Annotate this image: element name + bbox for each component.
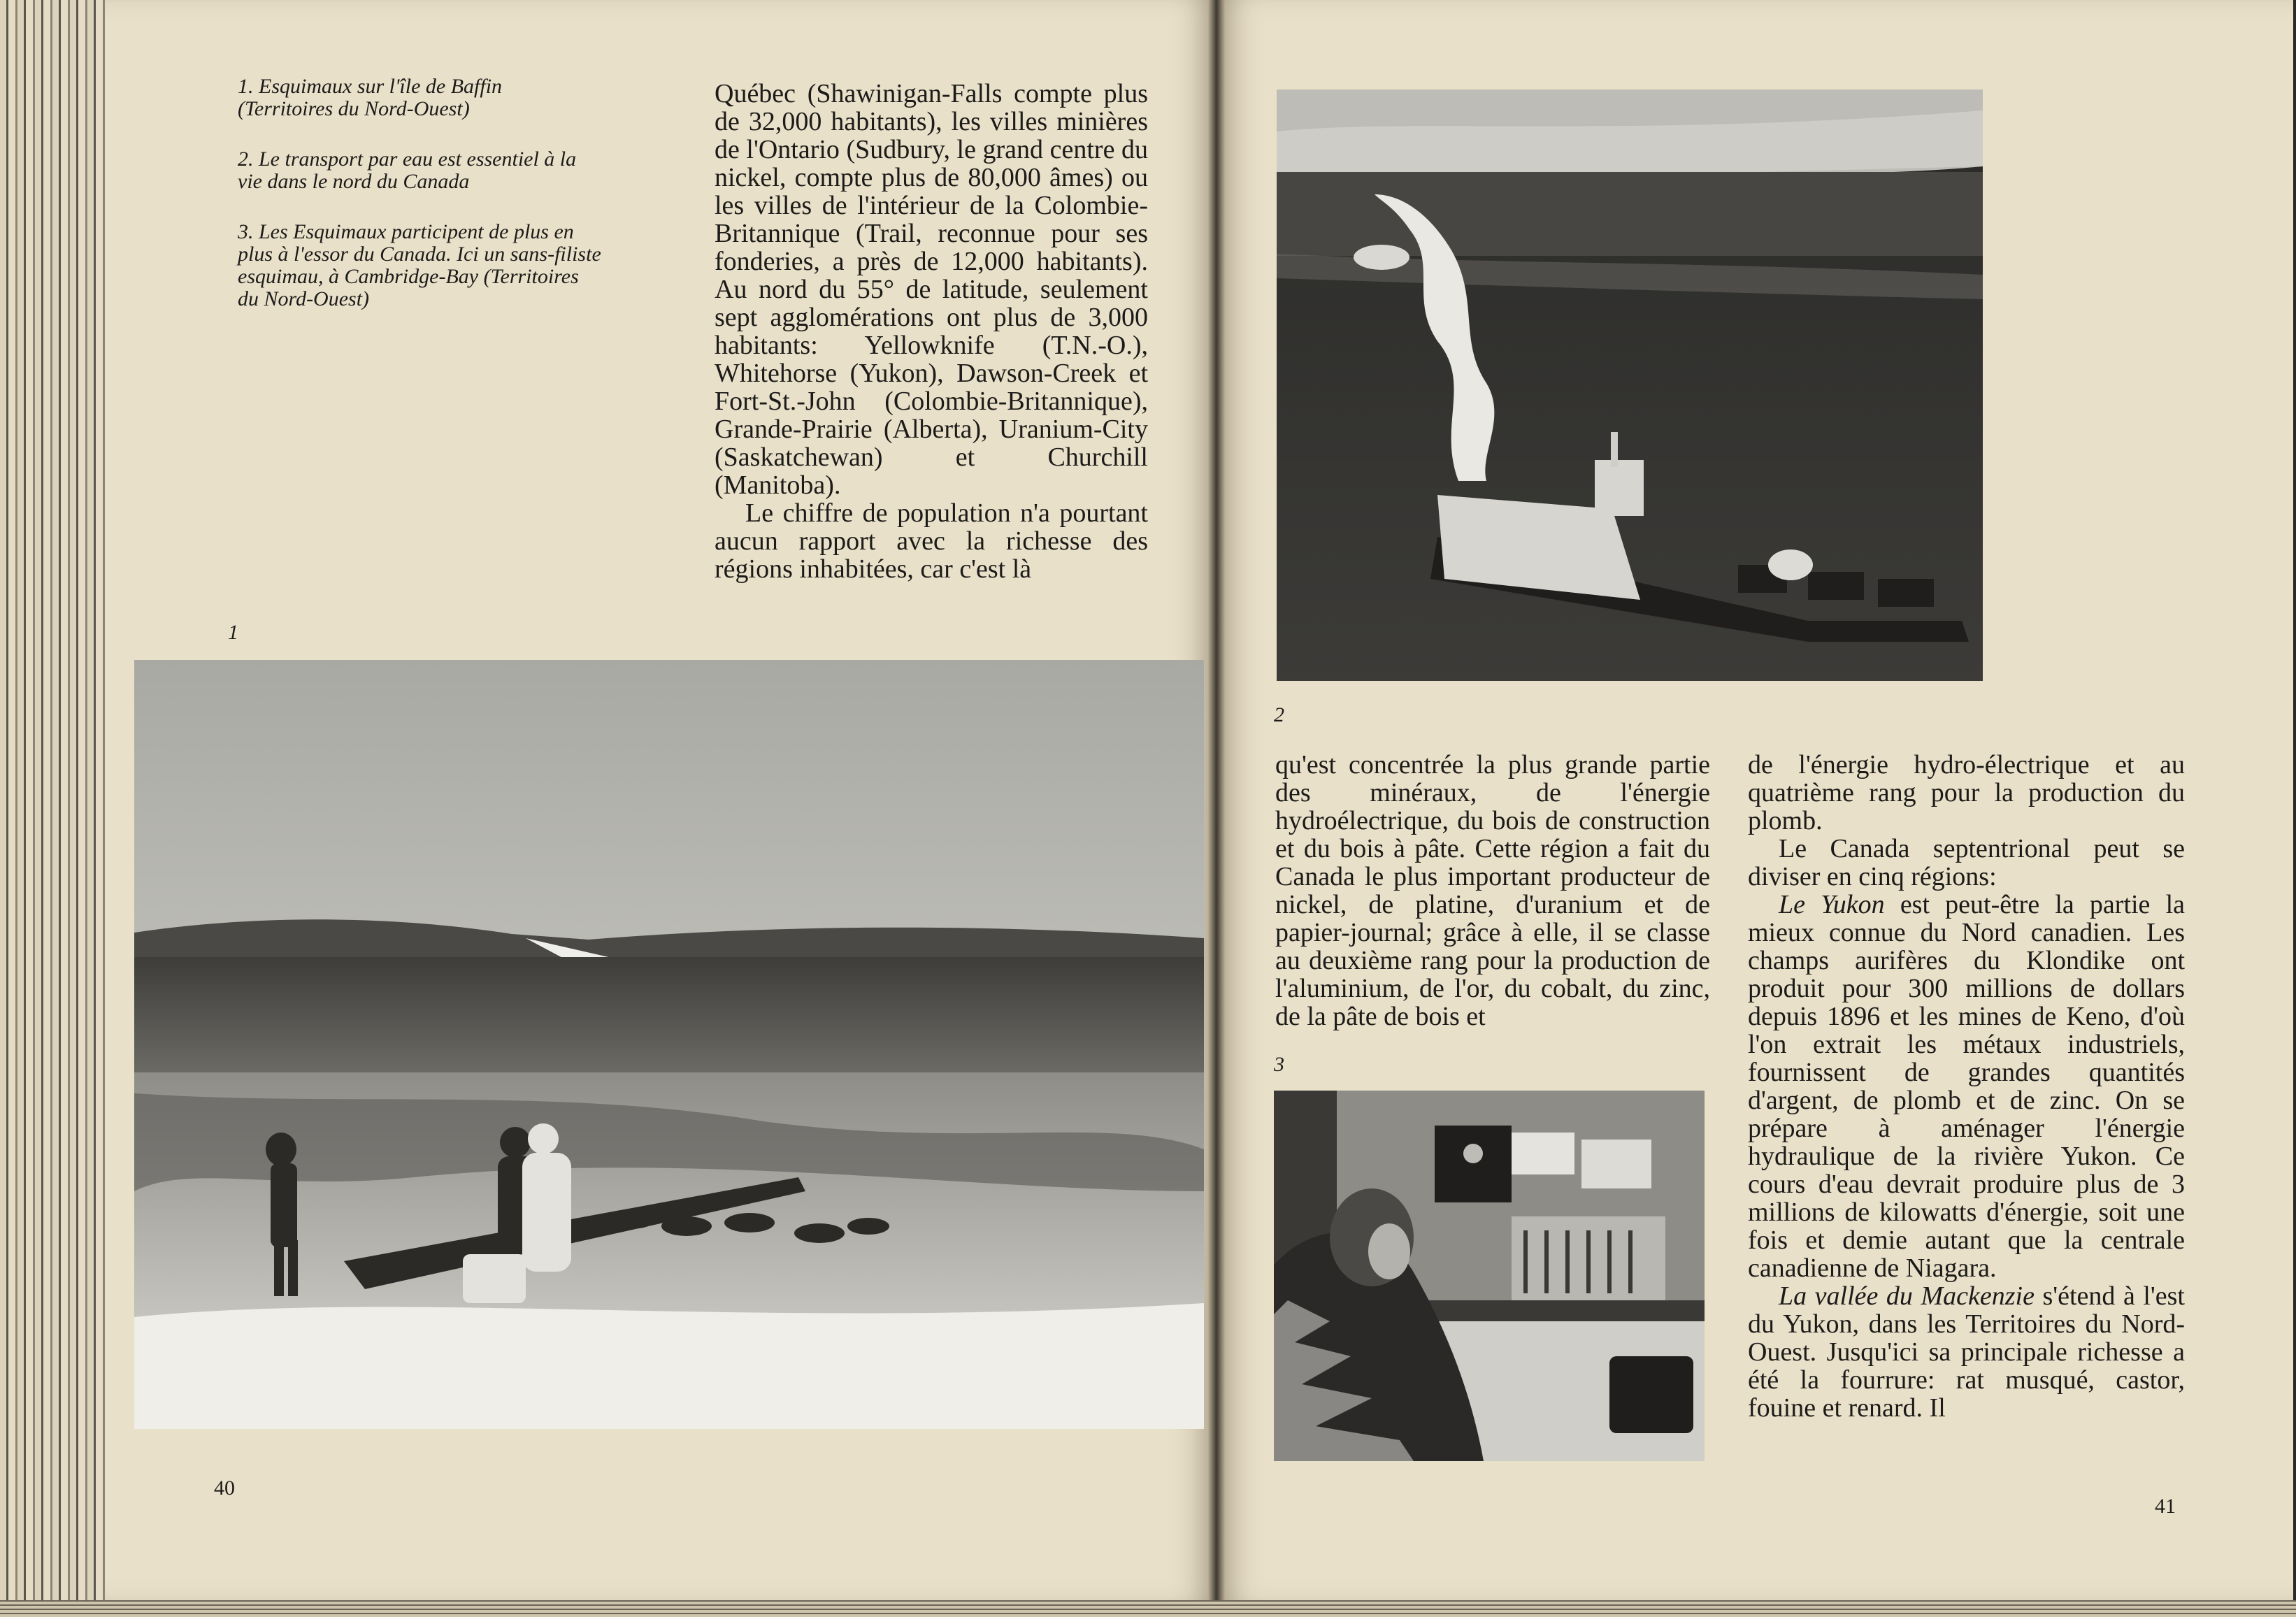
left-text-column [715, 80, 1148, 583]
page-number-right: 41 [2155, 1495, 2176, 1518]
caption-2: 2. Le transport par eau est essentiel à la vie dans le nord du Canada [238, 148, 577, 193]
right-col2-paragraph-4 [1748, 1282, 2185, 1422]
right-col2-paragraph-3 [1748, 891, 2185, 1282]
mackenzie-text: s'étend à l'est du Yukon, dans les Territoires du Nord-Ouest. Jusqu'ici sa principale richesse a été la fourrure: rat musqué, castor, fouine et renard. Il [1748, 1281, 2185, 1423]
caption-3: 3. Les Esquimaux participent de plus en plus à l'essor du Canada. Ici un sans-filiste esquimau, à Cambridge-Bay (Territoires du Nord-Ouest) [238, 220, 601, 310]
figure-number-1: 1 [228, 621, 238, 644]
left-paragraph-2: Le chiffre de population n'a pourtant aucun rapport avec la richesse des régions inhabitées, car c'est là [715, 498, 1148, 584]
right-text-column-2 [1748, 751, 2185, 1422]
page-number-left: 40 [214, 1476, 235, 1500]
right-col2-paragraph-1: de l'énergie hydro-électrique et au quatrième rang pour la production du plomb. [1748, 750, 2185, 835]
photo-radio-operator [1274, 1091, 1705, 1461]
right-col1-paragraph-1: qu'est concentrée la plus grande partie des minéraux, de l'énergie hydroélectrique, du bois de construction et du bois à pâte. Cette région a fait du Canada le plus important producteur de nickel, de platine, d'uranium et de papier-journal; grâce à elle, il se classe au deuxième rang pour la production de l'aluminium, de l'or, du cobalt, du zinc, de la pâte de bois et [1275, 750, 1710, 1031]
mackenzie-heading: La vallée du Mackenzie [1779, 1281, 2035, 1311]
figure-number-2: 2 [1274, 703, 1284, 726]
photo-river-steamboat [1277, 89, 1983, 681]
caption-1: 1. Esquimaux sur l'île de Baffin (Territoires du Nord-Ouest) [238, 75, 503, 120]
photo-inuit-baffin [134, 660, 1204, 1429]
right-text-column-1 [1275, 751, 1710, 1030]
book-bottom-edge [0, 1600, 2296, 1617]
book-gutter [1208, 0, 1225, 1601]
captions-block [238, 76, 601, 338]
figure-number-3: 3 [1274, 1053, 1284, 1076]
yukon-heading: Le Yukon [1779, 890, 1885, 919]
left-paragraph-1: Québec (Shawinigan-Falls compte plus de 32,000 habitants), les villes minières de l'Ontario (Sudbury, le grand centre du nickel, compte plus de 80,000 âmes) ou les villes de l'intérieur de la Colombie-Britannique (Trail, reconnue pour ses fonderies, a près de 12,000 habitants). Au nord du 55° de latitude, seulement sept agglomérations ont plus de 3,000 habitants: Yellowknife (T.N.-O.), Whitehorse (Yukon), Dawson-Creek et Fort-St.-John (Colombie-Britannique), Grande-Prairie (Alberta), Uranium-City (Saskatchewan) et Churchill (Manitoba). [715, 79, 1148, 500]
right-col2-paragraph-2: Le Canada septentrional peut se diviser en cinq régions: [1748, 834, 2185, 891]
yukon-text: est peut-être la partie la mieux connue du Nord canadien. Les champs aurifères du Klondike ont produit pour 300 millions de dollars depuis 1896 et les mines de Keno, d'où l'on extrait les métaux industriels, fournissent de grandes quantités d'argent, de plomb et de zinc. On se prépare à aménager l'énergie hydraulique de la rivière Yukon. Ce cours d'eau devrait produire plus de 3 millions de kilowatts d'énergie, soit une fois et demie autant que la centrale canadienne de Niagara. [1748, 890, 2185, 1283]
